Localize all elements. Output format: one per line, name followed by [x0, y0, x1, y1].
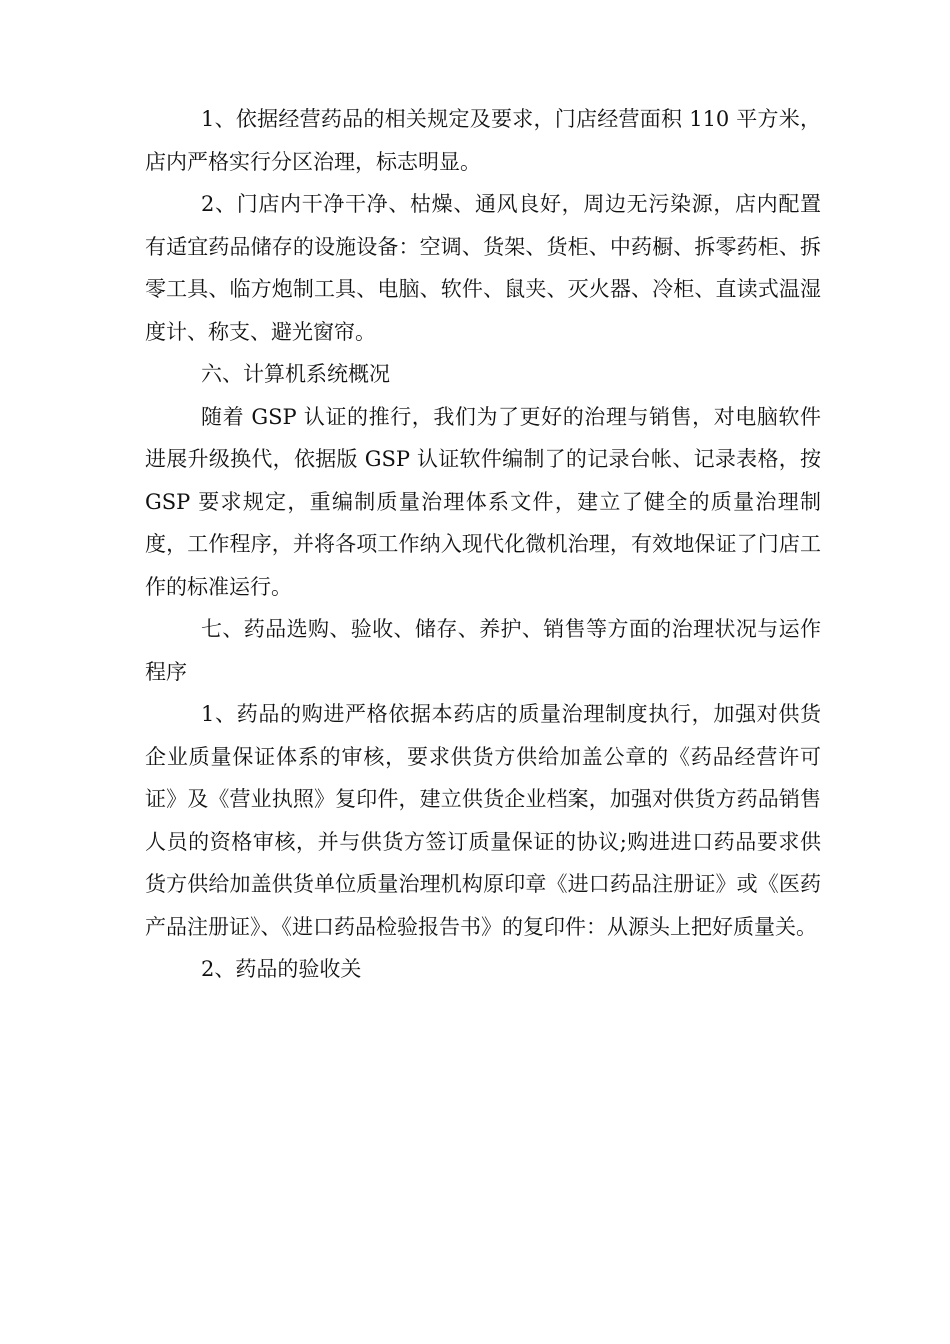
- section-heading-computer-system: 六、计算机系统概况: [201, 362, 390, 386]
- document-body: [145, 98, 821, 991]
- paragraph-gsp-certification: 随着 GSP 认证的推行，我们为了更好的治理与销售，对电脑软件进展升级换代，依据版 GSP 认证软件编制了的记录台帐、记录表格，按GSP 要求规定，重编制质量治理体系文件，建立了健全的质量治理制度，工作程序，并将各项工作纳入现代化微机治理，有效地保证了门店工作的标准运行。: [145, 404, 821, 599]
- paragraph-store-area: 1、依据经营药品的相关规定及要求，门店经营面积 110 平方米，店内严格实行分区治理，标志明显。: [145, 107, 821, 174]
- paragraph-store-facilities: 2、门店内干净干净、枯燥、通风良好，周边无污染源，店内配置有适宜药品储存的设施设备：空调、货架、货柜、中药橱、拆零药柜、拆零工具、临方炮制工具、电脑、软件、鼠夹、灭火器、冷柜、直读式温湿度计、称支、避光窗帘。: [145, 192, 821, 344]
- section-heading-drug-management: 七、药品选购、验收、储存、养护、销售等方面的治理状况与运作程序: [145, 617, 821, 684]
- paragraph-drug-acceptance: 2、药品的验收关: [201, 957, 362, 981]
- paragraph-drug-purchasing: 1、药品的购进严格依据本药店的质量治理制度执行，加强对供货企业质量保证体系的审核，要求供货方供给加盖公章的《药品经营许可证》及《营业执照》复印件，建立供货企业档案，加强对供货方药品销售人员的资格审核，并与供货方签订质量保证的协议;购进进口药品要求供货方供给加盖供货单位质量治理机构原印章《进口药品注册证》或《医药产品注册证》、《进口药品检验报告书》的复印件：从源头上把好质量关。: [145, 702, 821, 939]
